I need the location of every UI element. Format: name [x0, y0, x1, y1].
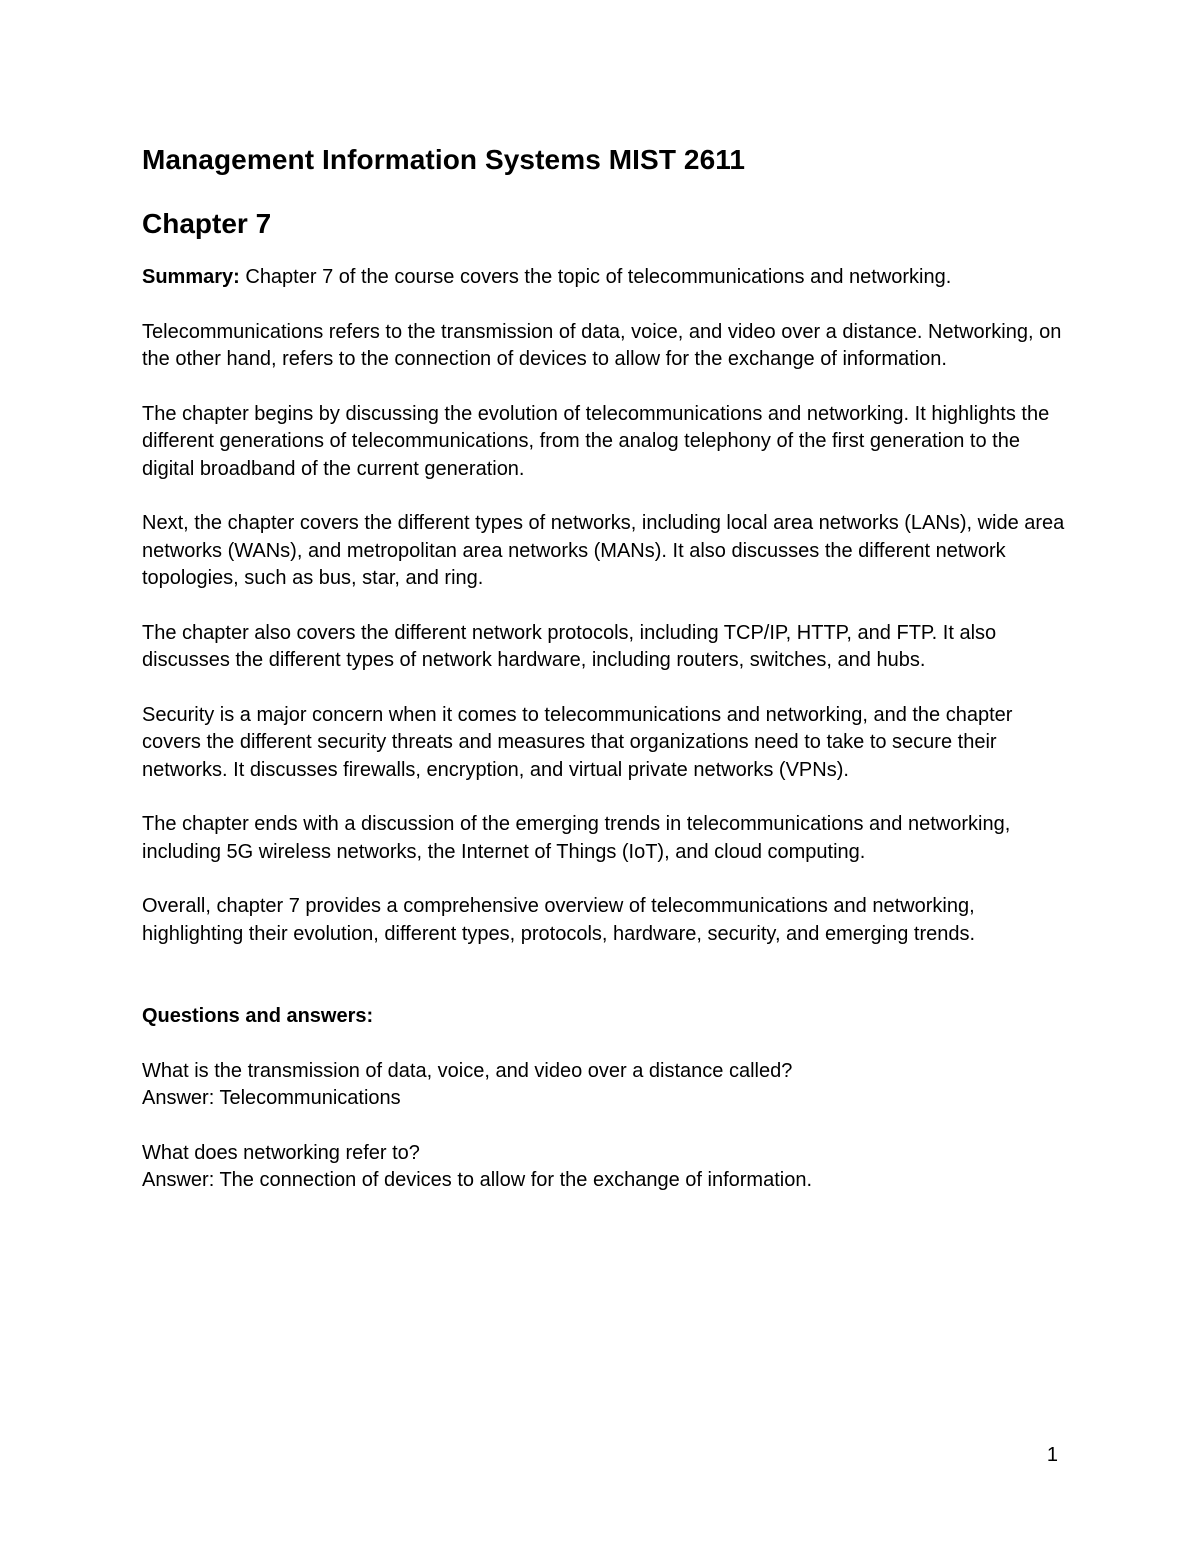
summary-text: Chapter 7 of the course covers the topic of telecommunications and networking.: [239, 266, 952, 288]
body-paragraph: The chapter also covers the different network protocols, including TCP/IP, HTTP, and FTP. It also discusses the different types of network hardware, including routers, switches, and hubs.: [142, 621, 997, 671]
qa-question: What does networking refer to?: [142, 1141, 420, 1164]
qa-item: [142, 1058, 1067, 1113]
qa-answer: Answer: Telecommunications: [142, 1087, 401, 1109]
body-paragraph: Security is a major concern when it comes to telecommunications and networking, and the chapter covers the different security threats and measures that organizations need to take to secure their networks. It discusses firewalls, encryption, and virtual private networks (VPNs).: [142, 703, 1013, 781]
qa-answer: Answer: The connection of devices to allow for the exchange of information.: [142, 1169, 813, 1191]
body-paragraph: The chapter ends with a discussion of the emerging trends in telecommunications and networking, including 5G wireless networks, the Internet of Things (IoT), and cloud computing.: [142, 813, 1011, 863]
summary-paragraph: [142, 264, 1067, 292]
body-paragraph: Overall, chapter 7 provides a comprehensive overview of telecommunications and networking, highlighting their evolution, different types, protocols, hardware, security, and emerging trends.: [142, 895, 976, 945]
summary-label: Summary:: [142, 266, 240, 288]
page-number: 1: [1046, 1444, 1058, 1466]
document-title: Management Information Systems MIST 2611: [142, 144, 746, 175]
qa-question: What is the transmission of data, voice, and video over a distance called?: [142, 1059, 793, 1082]
body-paragraph: The chapter begins by discussing the evolution of telecommunications and networking. It highlights the different generations of telecommunications, from the analog telephony of the first generation to the digital broadband of the current generation.: [142, 402, 1050, 480]
body-paragraph: Next, the chapter covers the different types of networks, including local area networks (LANs), wide area networks (WANs), and metropolitan area networks (MANs). It also discusses the different network topologies, such as bus, star, and ring.: [142, 512, 1065, 589]
qa-heading: Questions and answers:: [142, 1005, 374, 1027]
chapter-heading: Chapter 7: [142, 208, 272, 239]
qa-item: [142, 1140, 1067, 1195]
body-paragraph: Telecommunications refers to the transmission of data, voice, and video over a distance. Networking, on the other hand, refers to the connection of devices to allow for the exchange of information.: [142, 320, 1062, 370]
page-content: [142, 140, 1067, 1195]
